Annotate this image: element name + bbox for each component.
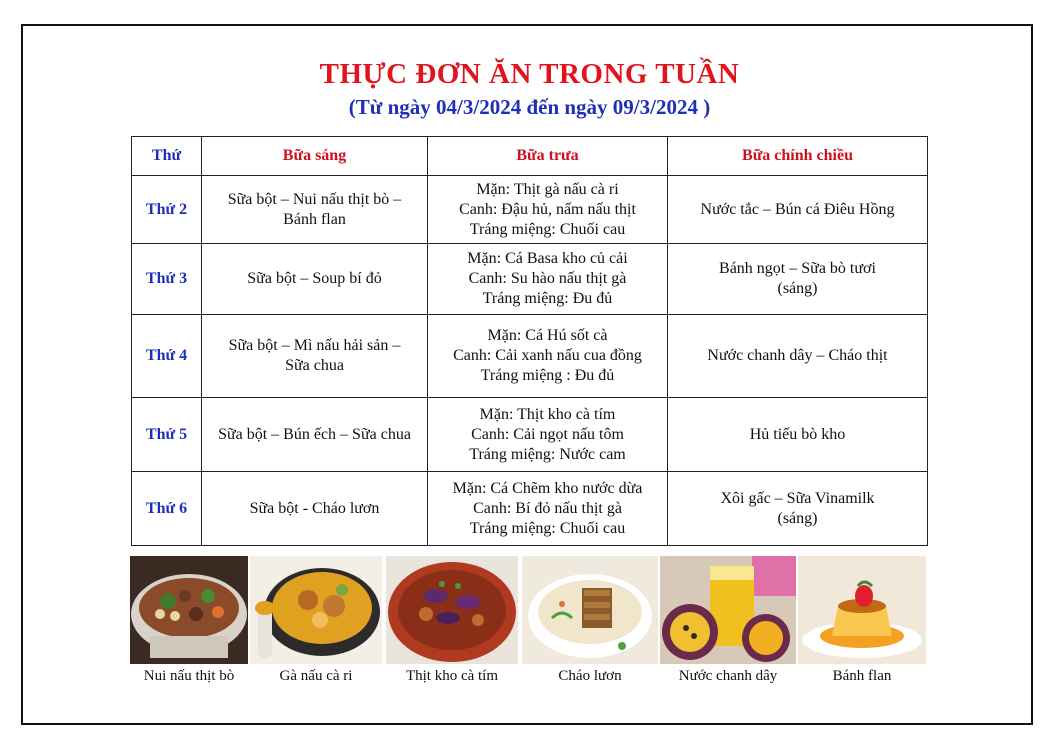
table-row (132, 472, 928, 546)
menu-title: THỰC ĐƠN ĂN TRONG TUẦN (319, 58, 740, 90)
afternoon-line: Xôi gấc – Sữa Vinamilk (720, 489, 875, 507)
afternoon-cell (668, 398, 928, 472)
weekly-menu-table (131, 136, 928, 546)
photo-caption: Nước chanh dây (678, 668, 778, 684)
photo-4 (522, 556, 658, 664)
lunch-line: Mặn: Thịt kho cà tím (479, 405, 616, 423)
beef-macaroni-soup-icon (130, 556, 248, 664)
photo-6 (798, 556, 926, 664)
lunch-line: Mặn: Cá Basa kho củ cải (467, 250, 628, 267)
day-cell: Thứ 5 (132, 398, 202, 472)
flan-icon (798, 556, 926, 664)
passion-fruit-juice-icon (660, 556, 796, 664)
table-row (132, 176, 928, 244)
breakfast-line: Sữa bột – Bún ếch – Sữa chua (218, 425, 411, 443)
afternoon-line: Nước tắc – Bún cá Điêu Hồng (700, 200, 895, 218)
lunch-line: Tráng miệng: Chuối cau (469, 519, 626, 537)
lunch-line: Canh: Bí đỏ nấu thịt gà (473, 499, 622, 517)
breakfast-line: Sữa bột - Cháo lươn (249, 499, 380, 517)
header-day: Thứ (132, 137, 202, 176)
afternoon-cell (668, 472, 928, 546)
photo-caption: Bánh flan (832, 668, 892, 684)
breakfast-cell (202, 472, 428, 546)
afternoon-line: (sáng) (777, 280, 818, 297)
lunch-cell (428, 398, 668, 472)
lunch-line: Mặn: Cá Chẽm kho nước dừa (452, 479, 643, 497)
lunch-cell (428, 244, 668, 315)
afternoon-line: Nước chanh dây – Cháo thịt (707, 347, 888, 364)
lunch-line: Canh: Đậu hủ, nấm nấu thịt (459, 200, 636, 218)
photo-2 (250, 556, 382, 664)
header-lunch: Bữa trưa (428, 137, 668, 176)
food-photo-strip (130, 556, 926, 686)
photo-caption: Gà nấu cà ri (279, 668, 353, 684)
menu-date-range: (Từ ngày 04/3/2024 đến ngày 09/3/2024 ) (348, 95, 711, 119)
afternoon-cell (668, 176, 928, 244)
lunch-line: Canh: Cải xanh nấu cua đồng (453, 347, 642, 364)
breakfast-line: Sữa bột – Mì nấu hải sản – (228, 337, 401, 354)
lunch-line: Tráng miệng: Đu đủ (482, 290, 613, 307)
lunch-line: Mặn: Thịt gà nấu cà ri (476, 180, 619, 198)
lunch-line: Tráng miệng : Đu đủ (480, 367, 615, 384)
lunch-cell (428, 472, 668, 546)
lunch-cell (428, 176, 668, 244)
lunch-cell (428, 315, 668, 398)
header-afternoon: Bữa chính chiều (668, 137, 928, 176)
afternoon-line: (sáng) (777, 509, 818, 527)
lunch-line: Tráng miệng: Nước cam (469, 445, 626, 463)
afternoon-cell (668, 315, 928, 398)
photo-caption: Thịt kho cà tím (405, 668, 499, 684)
breakfast-cell (202, 176, 428, 244)
photo-1 (130, 556, 248, 664)
breakfast-cell (202, 398, 428, 472)
day-cell: Thứ 6 (132, 472, 202, 546)
afternoon-line: Hủ tiếu bò kho (749, 425, 846, 443)
eel-porridge-icon (522, 556, 658, 664)
photo-3 (386, 556, 518, 664)
breakfast-line: Sữa bột – Nui nấu thịt bò – (227, 190, 402, 208)
afternoon-line: Bánh ngọt – Sữa bò tươi (719, 260, 876, 277)
day-cell: Thứ 4 (132, 315, 202, 398)
photo-caption: Nui nấu thịt bò (143, 668, 235, 684)
table-header-row (132, 137, 928, 176)
lunch-line: Tráng miệng: Chuối cau (469, 220, 626, 238)
day-cell: Thứ 2 (132, 176, 202, 244)
breakfast-line: Sữa chua (285, 357, 344, 374)
lunch-line: Mặn: Cá Hú sốt cà (487, 327, 608, 344)
table-row (132, 315, 928, 398)
lunch-line: Canh: Su hào nấu thịt gà (468, 270, 627, 287)
photo-5 (660, 556, 796, 664)
lunch-line: Canh: Cải ngọt nấu tôm (471, 425, 624, 443)
chicken-curry-icon (250, 556, 382, 664)
day-cell: Thứ 3 (132, 244, 202, 315)
breakfast-cell (202, 244, 428, 315)
header-breakfast: Bữa sáng (202, 137, 428, 176)
table-row (132, 244, 928, 315)
breakfast-line: Bánh flan (283, 210, 346, 228)
afternoon-cell (668, 244, 928, 315)
pork-eggplant-icon (386, 556, 518, 664)
breakfast-cell (202, 315, 428, 398)
breakfast-line: Sữa bột – Soup bí đỏ (247, 270, 382, 287)
photo-caption: Cháo lươn (558, 668, 622, 684)
table-row (132, 398, 928, 472)
